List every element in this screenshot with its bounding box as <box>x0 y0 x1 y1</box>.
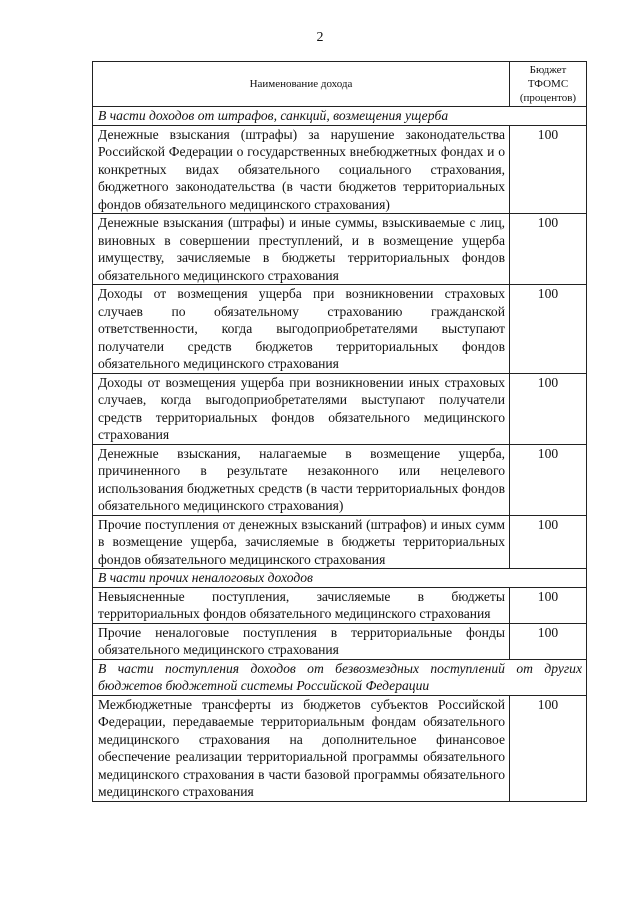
table-row <box>93 444 587 515</box>
income-name-cell: Денежные взыскания (штрафы) и иные суммы, взыскиваемые с лиц, виновных в совершении преступлений, и в возмещение ущерба имуществу, зачисляемые в бюджеты территориальных фондов обязательного медицинского страхования <box>93 214 510 285</box>
budget-percent-cell: 100 <box>510 623 587 659</box>
table-row <box>93 623 587 659</box>
header-budget-tfoms: Бюджет ТФОМС (процентов) <box>510 62 587 107</box>
budget-percent-cell: 100 <box>510 515 587 569</box>
section-title: В части доходов от штрафов, санкций, возмещения ущерба <box>93 107 587 126</box>
table-body <box>93 107 587 802</box>
income-name-cell: Доходы от возмещения ущерба при возникновении иных страховых случаев, когда выгодоприобретателями выступают получатели средств территориальных фондов обязательного медицинского страхования <box>93 373 510 444</box>
section-title: В части поступления доходов от безвозмездных поступлений от других бюджетов бюджетной системы Российской Федерации <box>93 659 587 695</box>
income-name-cell: Доходы от возмещения ущерба при возникновении страховых случаев по обязательному страхованию гражданской ответственности, когда выгодоприобретателями выступают получатели средств бюджетов территориальных фондов обязательного медицинского страхования <box>93 285 510 374</box>
budget-percent-cell: 100 <box>510 373 587 444</box>
page-number: 2 <box>316 30 324 45</box>
budget-percent-cell: 100 <box>510 214 587 285</box>
table-row <box>93 695 587 801</box>
table-header-row <box>93 62 587 107</box>
income-name-cell: Денежные взыскания (штрафы) за нарушение законодательства Российской Федерации о государственных внебюджетных фондах и о конкретных видах обязательного социального страхования, бюджетного законодательства (в части бюджетов территориальных фондов обязательного медицинского страхования) <box>93 125 510 214</box>
table-row <box>93 373 587 444</box>
income-name-cell: Невыясненные поступления, зачисляемые в бюджеты территориальных фондов обязательного медицинского страхования <box>93 587 510 623</box>
income-name-cell: Межбюджетные трансферты из бюджетов субъектов Российской Федерации, передаваемые территориальным фондам обязательного медицинского страхования на дополнительное финансовое обеспечение реализации территориальной программы обязательного медицинского страхования в части базовой программы обязательного медицинского страхования <box>93 695 510 801</box>
budget-percent-cell: 100 <box>510 285 587 374</box>
budget-percent-cell: 100 <box>510 695 587 801</box>
table-row <box>93 214 587 285</box>
table-row <box>93 587 587 623</box>
income-name-cell: Прочие неналоговые поступления в территориальные фонды обязательного медицинского страхования <box>93 623 510 659</box>
income-table <box>92 61 587 802</box>
income-name-cell: Прочие поступления от денежных взысканий (штрафов) и иных сумм в возмещение ущерба, зачисляемые в бюджеты территориальных фондов обязательного медицинского страхования <box>93 515 510 569</box>
section-row <box>93 107 587 126</box>
table-row <box>93 125 587 214</box>
table-row <box>93 285 587 374</box>
section-title: В части прочих неналоговых доходов <box>93 569 587 588</box>
section-row <box>93 569 587 588</box>
header-income-name: Наименование дохода <box>93 62 510 107</box>
budget-percent-cell: 100 <box>510 587 587 623</box>
budget-percent-cell: 100 <box>510 444 587 515</box>
table-row <box>93 515 587 569</box>
income-name-cell: Денежные взыскания, налагаемые в возмещение ущерба, причиненного в результате незаконного или нецелевого использования бюджетных средств (в части территориальных фондов обязательного медицинского страхования) <box>93 444 510 515</box>
section-row <box>93 659 587 695</box>
budget-percent-cell: 100 <box>510 125 587 214</box>
